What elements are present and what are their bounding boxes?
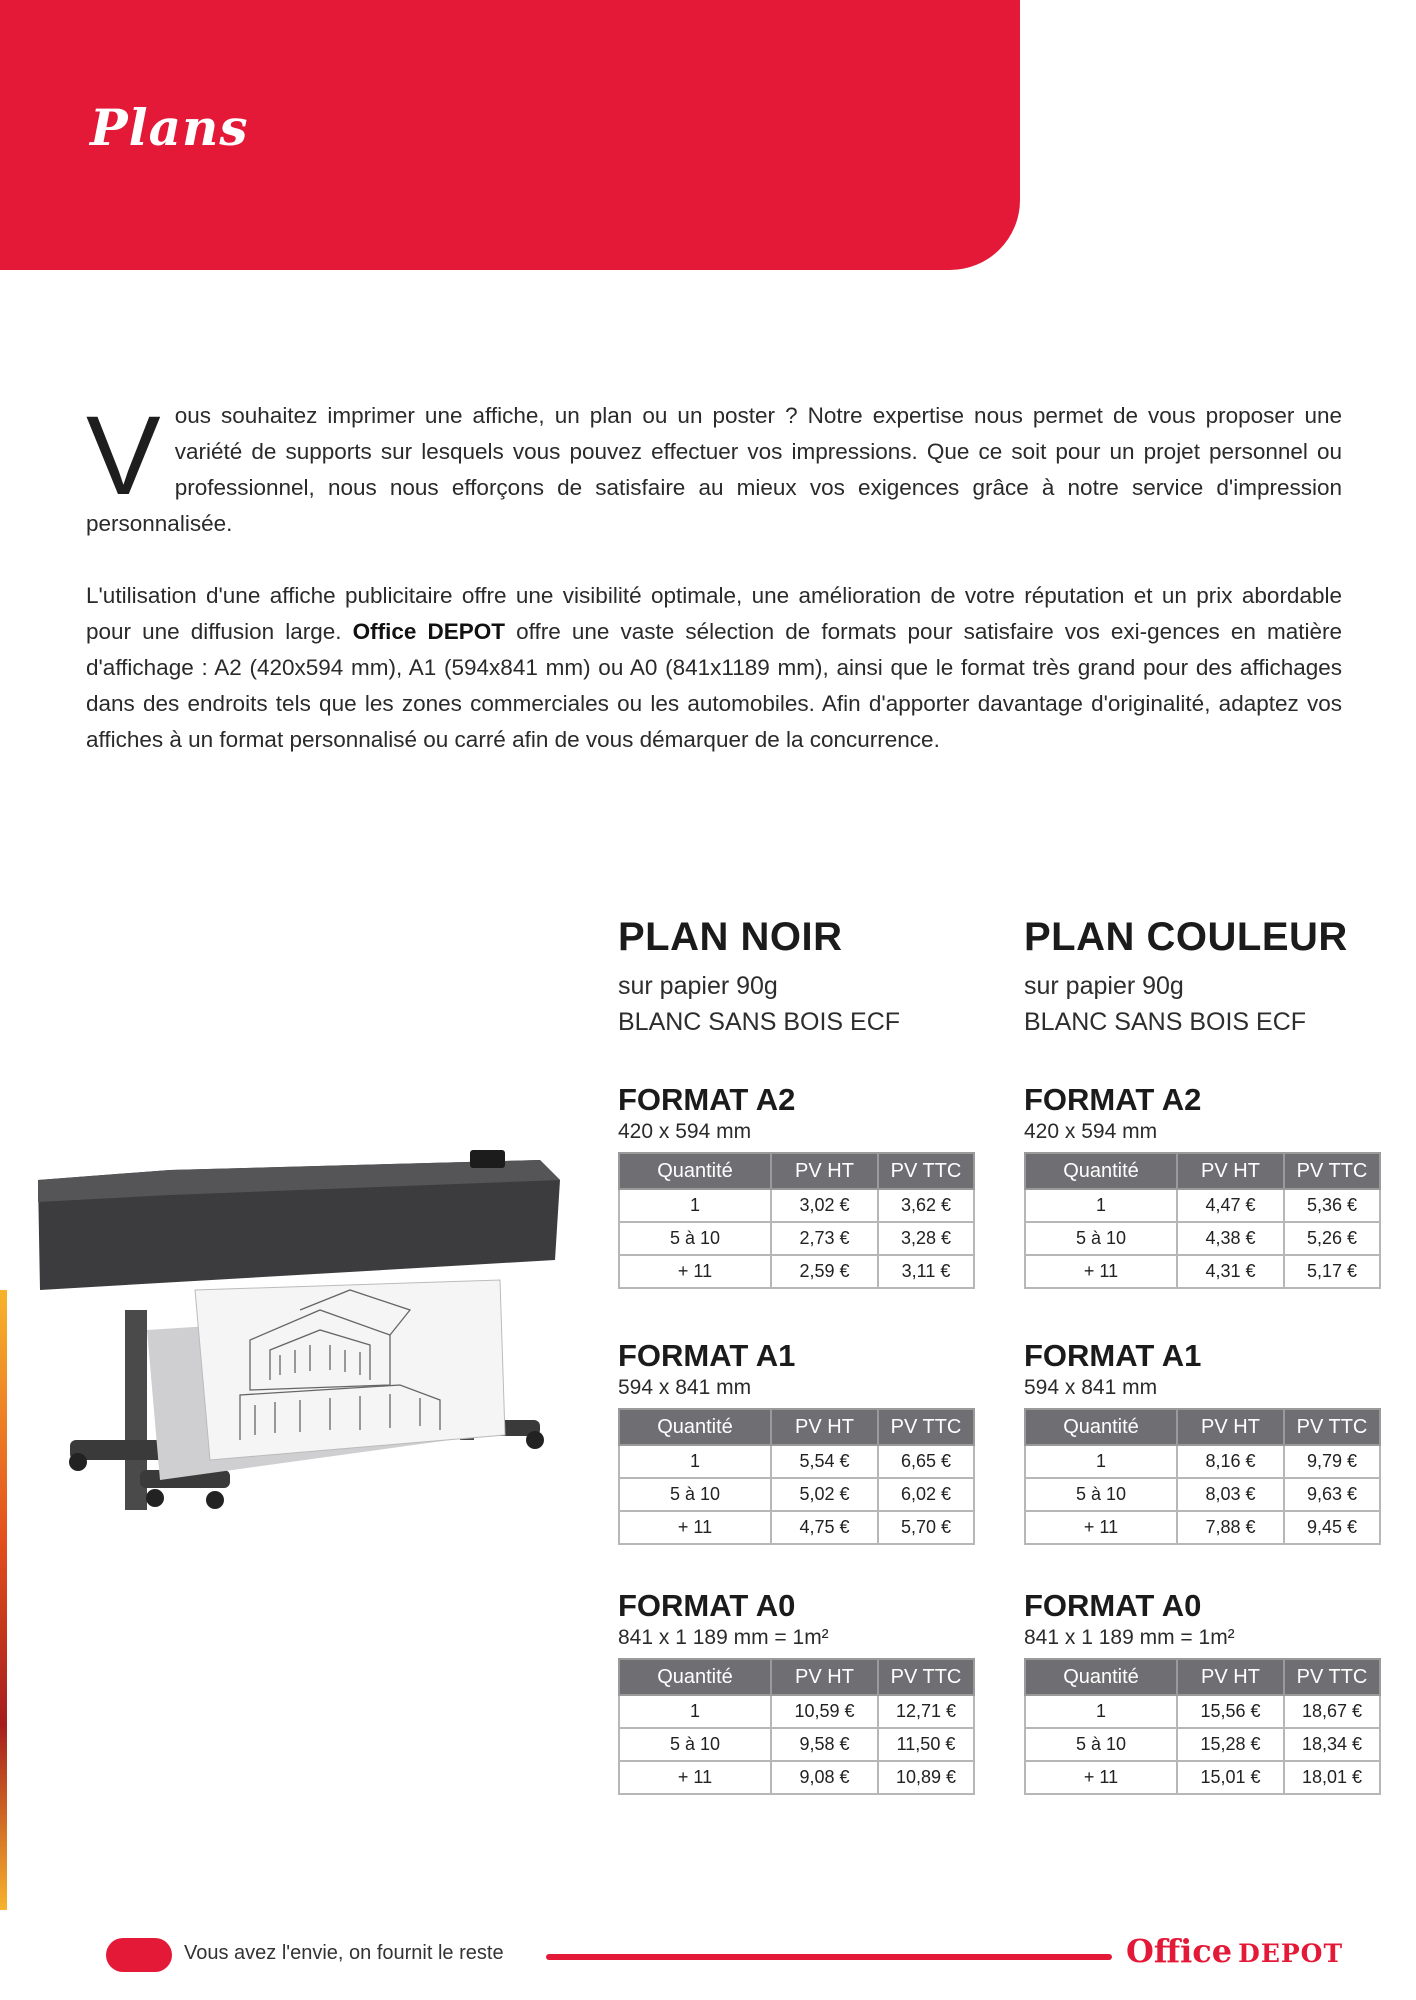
plan-couleur-paper: sur papier 90g <box>1024 972 1184 1000</box>
table-row <box>619 1222 974 1255</box>
table-row <box>619 1189 974 1222</box>
table-cell: 1 <box>1025 1695 1177 1728</box>
price-table-header: Quantité <box>1025 1659 1177 1695</box>
table-cell: 1 <box>1025 1189 1177 1222</box>
table-cell: 15,01 € <box>1177 1761 1284 1794</box>
table-cell: 5,54 € <box>771 1445 878 1478</box>
brand-mention: Office DEPOT <box>352 619 506 644</box>
table-cell: 5 à 10 <box>1025 1478 1177 1511</box>
table-cell: 8,03 € <box>1177 1478 1284 1511</box>
plan-noir-title: PLAN NOIR <box>618 915 843 959</box>
plan-noir-paper: sur papier 90g <box>618 972 778 1000</box>
plan-couleur-header <box>1024 915 1404 1040</box>
table-row <box>1025 1255 1380 1288</box>
footer-divider <box>546 1954 1112 1960</box>
format-dimensions: 841 x 1 189 mm = 1m² <box>618 1626 829 1649</box>
format-title: FORMAT A0 <box>618 1588 796 1623</box>
table-cell: + 11 <box>1025 1511 1177 1544</box>
table-cell: 3,62 € <box>878 1189 974 1222</box>
table-cell: 5 à 10 <box>1025 1222 1177 1255</box>
table-cell: 6,02 € <box>878 1478 974 1511</box>
page-title: Plans <box>90 98 249 157</box>
format-dimensions: 594 x 841 mm <box>1024 1376 1158 1399</box>
drop-cap: V <box>86 393 161 518</box>
footer-pill <box>106 1938 172 1972</box>
office-depot-logo <box>1126 1932 1343 1970</box>
price-table <box>618 1658 975 1795</box>
footer-tagline: Vous avez l'envie, on fournit le reste <box>184 1942 504 1964</box>
table-row <box>1025 1695 1380 1728</box>
logo-office: Office <box>1126 1932 1233 1970</box>
price-table <box>1024 1658 1381 1795</box>
table-cell: 3,28 € <box>878 1222 974 1255</box>
table-cell: 5 à 10 <box>619 1728 771 1761</box>
table-cell: 9,79 € <box>1284 1445 1380 1478</box>
price-table-header: PV TTC <box>878 1409 974 1445</box>
price-table-header: PV TTC <box>1284 1659 1380 1695</box>
table-cell: + 11 <box>619 1511 771 1544</box>
table-cell: 18,01 € <box>1284 1761 1380 1794</box>
price-table-header: Quantité <box>619 1409 771 1445</box>
table-cell: + 11 <box>1025 1255 1177 1288</box>
table-row <box>1025 1189 1380 1222</box>
table-row <box>619 1445 974 1478</box>
table-cell: 9,63 € <box>1284 1478 1380 1511</box>
format-title: FORMAT A1 <box>1024 1338 1202 1373</box>
table-cell: 10,89 € <box>878 1761 974 1794</box>
table-row <box>619 1695 974 1728</box>
plan-couleur-title: PLAN COULEUR <box>1024 915 1348 959</box>
table-cell: 6,65 € <box>878 1445 974 1478</box>
table-cell: 5,36 € <box>1284 1189 1380 1222</box>
table-cell: 5,17 € <box>1284 1255 1380 1288</box>
table-cell: 2,59 € <box>771 1255 878 1288</box>
table-cell: 4,75 € <box>771 1511 878 1544</box>
price-table-header: PV TTC <box>878 1153 974 1189</box>
table-row <box>619 1255 974 1288</box>
intro-text: ous souhaitez imprimer une affiche, un plan ou un poster ? Notre expertise nous permet de vous proposer une variété de supports sur lesquels vous pouvez effectuer vos impressions. Que ce soit pour un projet personnel ou professionnel, nous nous efforçons de satisfaire au mieux vos exigences grâce à notre service d'impression personnalisée. <box>86 403 1342 536</box>
side-decoration-stripe <box>0 1290 7 1910</box>
format-block-noir-0 <box>618 1082 978 1289</box>
table-cell: 11,50 € <box>878 1728 974 1761</box>
formats-text-1: L'utilisation d'une affiche publicitaire offre une visibilité optimale, une amélioration de votre réputation et un prix abordable pour une diffusion large. <box>86 583 1342 644</box>
table-cell: 9,08 € <box>771 1761 878 1794</box>
table-cell: 4,47 € <box>1177 1189 1284 1222</box>
logo-depot: DEPOT <box>1238 1939 1344 1968</box>
table-row <box>1025 1511 1380 1544</box>
table-cell: 5,02 € <box>771 1478 878 1511</box>
format-dimensions: 841 x 1 189 mm = 1m² <box>1024 1626 1235 1649</box>
table-cell: 5 à 10 <box>1025 1728 1177 1761</box>
table-cell: 15,56 € <box>1177 1695 1284 1728</box>
table-cell: 2,73 € <box>771 1222 878 1255</box>
table-row <box>619 1761 974 1794</box>
table-row <box>1025 1761 1380 1794</box>
format-dimensions: 420 x 594 mm <box>618 1120 752 1143</box>
table-cell: 9,58 € <box>771 1728 878 1761</box>
table-cell: 4,31 € <box>1177 1255 1284 1288</box>
table-cell: 3,11 € <box>878 1255 974 1288</box>
format-block-couleur-2 <box>1024 1588 1384 1795</box>
price-table <box>618 1152 975 1289</box>
formats-text-2: offre une vaste sélection de formats pour satisfaire vos exi-gences en matière d'affichage : A2 (420x594 mm), A1 (594x841 mm) ou A0 (841x1189 mm), ainsi que le format très grand pour des affichages dans des endroits tels que les zones commerciales ou les automobiles. Afin d'apporter davantage d'originalité, adaptez vos affiches à un format personnalisé ou carré afin de vous démarquer de la concurrence. <box>86 619 1342 752</box>
printer-control-panel <box>470 1150 505 1168</box>
table-row <box>1025 1222 1380 1255</box>
plan-couleur-paper-type: BLANC SANS BOIS ECF <box>1024 1008 1307 1036</box>
plan-noir-paper-type: BLANC SANS BOIS ECF <box>618 1008 901 1036</box>
table-row <box>1025 1445 1380 1478</box>
price-table <box>618 1408 975 1545</box>
table-cell: 18,67 € <box>1284 1695 1380 1728</box>
table-cell: 15,28 € <box>1177 1728 1284 1761</box>
price-table-header: Quantité <box>1025 1409 1177 1445</box>
price-table <box>1024 1152 1381 1289</box>
table-row <box>1025 1478 1380 1511</box>
table-cell: 3,02 € <box>771 1189 878 1222</box>
price-table-header: PV HT <box>1177 1659 1284 1695</box>
format-block-noir-1 <box>618 1338 978 1545</box>
format-title: FORMAT A1 <box>618 1338 796 1373</box>
table-cell: 12,71 € <box>878 1695 974 1728</box>
table-cell: 7,88 € <box>1177 1511 1284 1544</box>
table-cell: 1 <box>619 1445 771 1478</box>
intro-paragraph <box>86 393 1342 542</box>
price-table-header: PV HT <box>771 1409 878 1445</box>
price-table-header: PV TTC <box>1284 1409 1380 1445</box>
table-cell: 9,45 € <box>1284 1511 1380 1544</box>
table-cell: 4,38 € <box>1177 1222 1284 1255</box>
price-table-header: PV TTC <box>878 1659 974 1695</box>
table-row <box>1025 1728 1380 1761</box>
price-table-header: Quantité <box>1025 1153 1177 1189</box>
table-cell: 1 <box>619 1695 771 1728</box>
format-dimensions: 420 x 594 mm <box>1024 1120 1158 1143</box>
table-cell: 8,16 € <box>1177 1445 1284 1478</box>
table-row <box>619 1478 974 1511</box>
table-cell: 5,70 € <box>878 1511 974 1544</box>
table-cell: 18,34 € <box>1284 1728 1380 1761</box>
table-cell: 1 <box>1025 1445 1177 1478</box>
price-table-header: PV HT <box>771 1153 878 1189</box>
table-cell: + 11 <box>619 1255 771 1288</box>
price-table <box>1024 1408 1381 1545</box>
price-table-header: PV TTC <box>1284 1153 1380 1189</box>
price-table-header: Quantité <box>619 1153 771 1189</box>
price-table-header: PV HT <box>1177 1153 1284 1189</box>
format-dimensions: 594 x 841 mm <box>618 1376 752 1399</box>
price-table-header: Quantité <box>619 1659 771 1695</box>
format-title: FORMAT A2 <box>1024 1082 1202 1117</box>
format-title: FORMAT A2 <box>618 1082 796 1117</box>
table-row <box>619 1728 974 1761</box>
plan-noir-header <box>618 915 978 1040</box>
table-cell: 5,26 € <box>1284 1222 1380 1255</box>
price-table-header: PV HT <box>771 1659 878 1695</box>
table-cell: + 11 <box>1025 1761 1177 1794</box>
format-block-noir-2 <box>618 1588 978 1795</box>
header-banner <box>0 0 1020 270</box>
price-table-header: PV HT <box>1177 1409 1284 1445</box>
printed-plan-sheet <box>195 1280 505 1460</box>
table-cell: 5 à 10 <box>619 1478 771 1511</box>
table-cell: 5 à 10 <box>619 1222 771 1255</box>
table-row <box>619 1511 974 1544</box>
plotter-printer-image <box>30 1140 570 1560</box>
formats-paragraph <box>86 578 1342 758</box>
table-cell: + 11 <box>619 1761 771 1794</box>
table-cell: 10,59 € <box>771 1695 878 1728</box>
format-title: FORMAT A0 <box>1024 1588 1202 1623</box>
table-cell: 1 <box>619 1189 771 1222</box>
format-block-couleur-0 <box>1024 1082 1384 1289</box>
format-block-couleur-1 <box>1024 1338 1384 1545</box>
